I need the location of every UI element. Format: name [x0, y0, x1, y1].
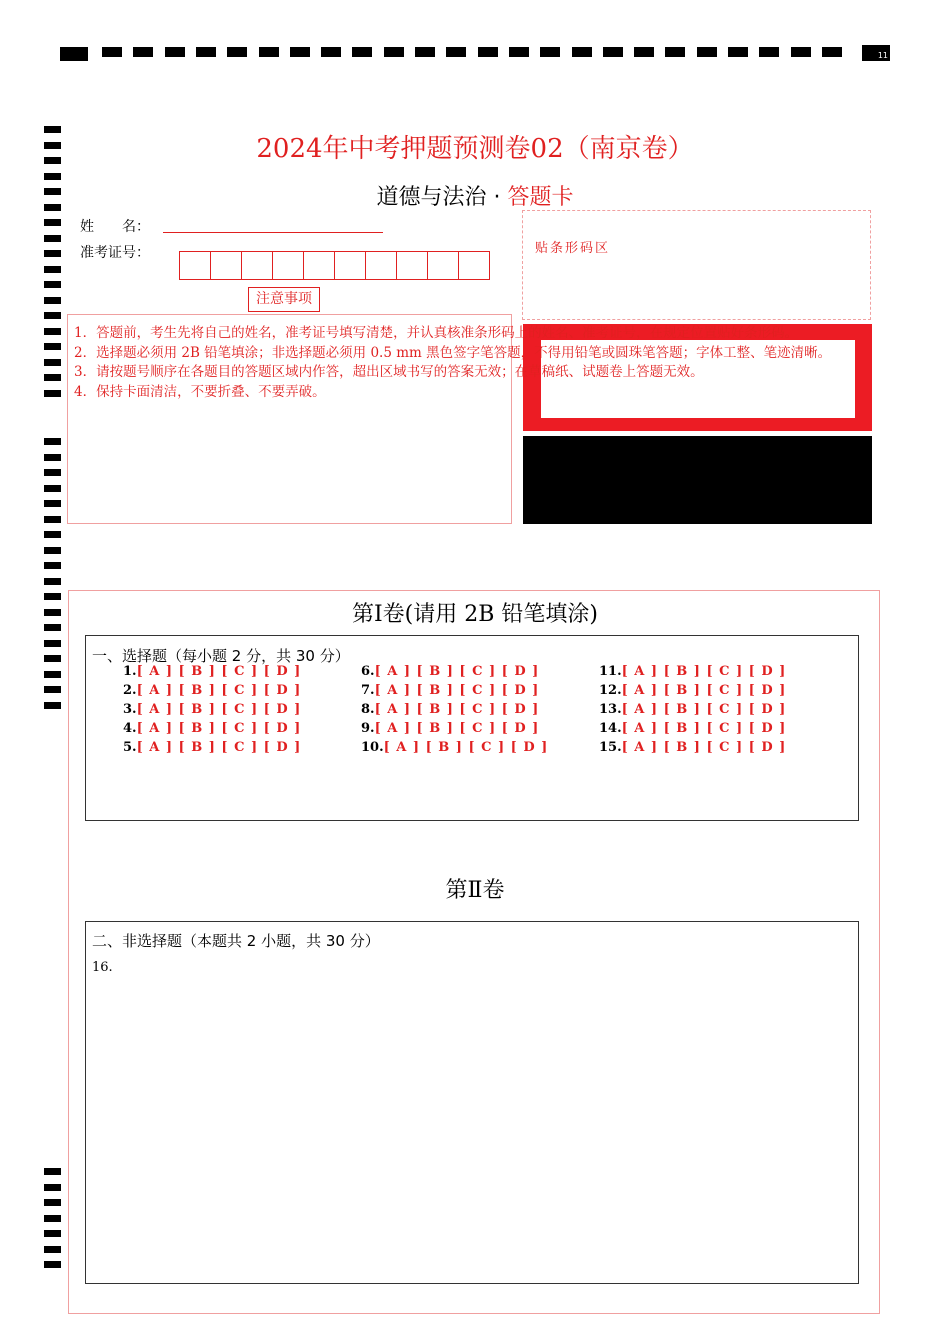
- timing-mark: [572, 47, 592, 57]
- notice-item-2: 2．选择题必须用 2B 铅笔填涂；非选择题必须用 0.5 mm 黑色签字笔答题，不得用铅笔或圆珠笔答题；字体工整、笔迹清晰。: [74, 345, 832, 361]
- answer-options[interactable]: [ A ] [ B ] [ C ] [ D ]: [374, 721, 540, 736]
- question-number: 12.: [599, 683, 622, 698]
- volume2-title: 第Ⅱ卷: [445, 878, 505, 903]
- timing-mark: [44, 531, 61, 538]
- choice-question-row[interactable]: [599, 740, 786, 755]
- timing-mark: [44, 235, 61, 242]
- timing-mark: [822, 47, 842, 57]
- timing-mark: [352, 47, 372, 57]
- page-marker: 11: [862, 45, 890, 61]
- timing-mark: [44, 671, 61, 678]
- timing-mark: [44, 1184, 61, 1191]
- timing-mark: [634, 47, 654, 57]
- timing-mark: [60, 47, 88, 61]
- timing-mark: [290, 47, 310, 57]
- timing-mark: [603, 47, 623, 57]
- answer-options[interactable]: [ A ] [ B ] [ C ] [ D ]: [136, 683, 302, 698]
- choice-question-row[interactable]: [361, 702, 539, 717]
- question-number: 14.: [599, 721, 622, 736]
- black-block: [523, 436, 872, 524]
- timing-mark: [44, 390, 61, 397]
- notice-title: 注意事项: [248, 287, 320, 312]
- open-answer-box[interactable]: [85, 921, 859, 1284]
- card-subtitle: [0, 180, 950, 211]
- answer-options[interactable]: [ A ] [ B ] [ C ] [ D ]: [621, 740, 787, 755]
- subject-name: 道德与法治: [376, 185, 487, 210]
- choice-question-row[interactable]: [599, 702, 786, 717]
- answer-options[interactable]: [ A ] [ B ] [ C ] [ D ]: [621, 683, 787, 698]
- timing-mark: [540, 47, 560, 57]
- exam-id-digit-box[interactable]: [427, 251, 459, 280]
- exam-id-digit-box[interactable]: [365, 251, 397, 280]
- choice-question-row[interactable]: [599, 683, 786, 698]
- choice-question-row[interactable]: [123, 702, 301, 717]
- top-timing-marks: [60, 45, 890, 61]
- volume1-title: 第Ⅰ卷(请用 2B 铅笔填涂): [351, 602, 598, 627]
- timing-mark: [44, 500, 61, 507]
- timing-mark: [44, 469, 61, 476]
- answer-card-label: 答题卡: [507, 185, 574, 210]
- timing-mark: [321, 47, 341, 57]
- timing-mark: [44, 485, 61, 492]
- timing-mark: [791, 47, 811, 57]
- choice-question-row[interactable]: [123, 683, 301, 698]
- question-number: 2.: [123, 683, 137, 698]
- answer-options[interactable]: [ A ] [ B ] [ C ] [ D ]: [374, 702, 540, 717]
- choice-question-row[interactable]: [361, 740, 548, 755]
- timing-mark: [44, 343, 61, 350]
- exam-id-digit-box[interactable]: [334, 251, 366, 280]
- question-number: 7.: [361, 683, 375, 698]
- notice-item-3: 3．请按题号顺序在各题目的答题区域内作答，超出区域书写的答案无效；在草稿纸、试题卷上答题无效。: [74, 364, 704, 380]
- answer-options[interactable]: [ A ] [ B ] [ C ] [ D ]: [374, 664, 540, 679]
- timing-mark: [227, 47, 247, 57]
- open-answer-heading: 二、非选择题（本题共 2 小题，共 30 分）: [92, 932, 380, 950]
- timing-mark: [44, 578, 61, 585]
- timing-mark: [44, 547, 61, 554]
- answer-options[interactable]: [ A ] [ B ] [ C ] [ D ]: [136, 740, 302, 755]
- exam-id-digit-box[interactable]: [272, 251, 304, 280]
- timing-mark: [44, 328, 61, 335]
- timing-mark: [44, 702, 61, 709]
- exam-title: 2024年中考押题预测卷02（南京卷）: [256, 134, 694, 164]
- choice-question-row[interactable]: [361, 683, 539, 698]
- timing-mark: [44, 655, 61, 662]
- exam-id-digit-box[interactable]: [396, 251, 428, 280]
- timing-mark: [44, 1215, 61, 1222]
- subtitle-dot: ·: [493, 185, 501, 210]
- exam-id-digit-box[interactable]: [210, 251, 242, 280]
- answer-options[interactable]: [ A ] [ B ] [ C ] [ D ]: [383, 740, 549, 755]
- timing-mark: [44, 281, 61, 288]
- question-number: 10.: [361, 740, 384, 755]
- question-number: 6.: [361, 664, 375, 679]
- choice-question-row[interactable]: [123, 721, 301, 736]
- exam-id-digit-box[interactable]: [303, 251, 335, 280]
- exam-id-digit-box[interactable]: [458, 251, 490, 280]
- timing-mark: [44, 297, 61, 304]
- timing-mark: [133, 47, 153, 57]
- choice-question-row[interactable]: [361, 721, 539, 736]
- timing-mark: [728, 47, 748, 57]
- question-number: 13.: [599, 702, 622, 717]
- choice-question-row[interactable]: [123, 740, 301, 755]
- timing-mark: [102, 47, 122, 57]
- timing-mark: [44, 250, 61, 257]
- timing-mark: [44, 686, 61, 693]
- timing-mark: [44, 640, 61, 647]
- timing-mark: [44, 1246, 61, 1253]
- answer-options[interactable]: [ A ] [ B ] [ C ] [ D ]: [136, 664, 302, 679]
- question-number: 4.: [123, 721, 137, 736]
- timing-mark: [165, 47, 185, 57]
- notice-item-4: 4．保持卡面清洁，不要折叠、不要弄破。: [74, 384, 326, 400]
- question-number: 8.: [361, 702, 375, 717]
- timing-mark: [44, 219, 61, 226]
- answer-options[interactable]: [ A ] [ B ] [ C ] [ D ]: [374, 683, 540, 698]
- notice-item-1: 1．答题前，考生先将自己的姓名，准考证号填写清楚，并认真核准条形码上的姓名、准考证号，在规定位置贴好条形码。: [74, 325, 799, 341]
- question-number: 9.: [361, 721, 375, 736]
- timing-mark: [44, 374, 61, 381]
- barcode-label: 贴条形码区: [535, 241, 611, 256]
- answer-options[interactable]: [ A ] [ B ] [ C ] [ D ]: [136, 702, 302, 717]
- name-label: 姓 名：: [80, 219, 150, 235]
- answer-options[interactable]: [ A ] [ B ] [ C ] [ D ]: [621, 664, 787, 679]
- timing-mark: [446, 47, 466, 57]
- timing-mark: [44, 438, 61, 445]
- answer-options[interactable]: [ A ] [ B ] [ C ] [ D ]: [621, 702, 787, 717]
- question-number: 11.: [599, 664, 622, 679]
- timing-mark: [44, 359, 61, 366]
- timing-mark: [44, 454, 61, 461]
- timing-mark: [196, 47, 216, 57]
- question-number: 15.: [599, 740, 622, 755]
- question-number: 5.: [123, 740, 137, 755]
- timing-mark: [44, 173, 61, 180]
- timing-mark: [44, 516, 61, 523]
- timing-mark: [478, 47, 498, 57]
- timing-mark: [44, 1168, 61, 1175]
- choice-question-row[interactable]: [599, 664, 786, 679]
- timing-mark: [665, 47, 685, 57]
- question-number: 1.: [123, 664, 137, 679]
- timing-mark: [259, 47, 279, 57]
- choice-question-row[interactable]: [361, 664, 539, 679]
- timing-mark: [415, 47, 435, 57]
- timing-mark: [44, 1230, 61, 1237]
- answer-options[interactable]: [ A ] [ B ] [ C ] [ D ]: [136, 721, 302, 736]
- timing-mark: [44, 1199, 61, 1206]
- timing-mark: [384, 47, 404, 57]
- exam-id-digit-box[interactable]: [241, 251, 273, 280]
- choice-question-row[interactable]: [123, 664, 301, 679]
- exam-id-label: 准考证号：: [80, 245, 150, 261]
- barcode-area: [522, 210, 871, 320]
- choice-question-row[interactable]: [599, 721, 786, 736]
- timing-mark: [44, 266, 61, 273]
- timing-mark: [509, 47, 529, 57]
- multiple-choice-heading: 一、选择题（每小题 2 分，共 30 分）: [92, 647, 350, 665]
- answer-options[interactable]: [ A ] [ B ] [ C ] [ D ]: [621, 721, 787, 736]
- question-16-label: 16.: [92, 960, 113, 975]
- name-field[interactable]: [163, 232, 383, 233]
- timing-mark: [697, 47, 717, 57]
- timing-mark: [759, 47, 779, 57]
- exam-id-boxes[interactable]: [180, 251, 490, 280]
- timing-mark: [44, 312, 61, 319]
- timing-mark: [44, 1261, 61, 1268]
- timing-mark: [44, 562, 61, 569]
- question-number: 3.: [123, 702, 137, 717]
- exam-id-digit-box[interactable]: [179, 251, 211, 280]
